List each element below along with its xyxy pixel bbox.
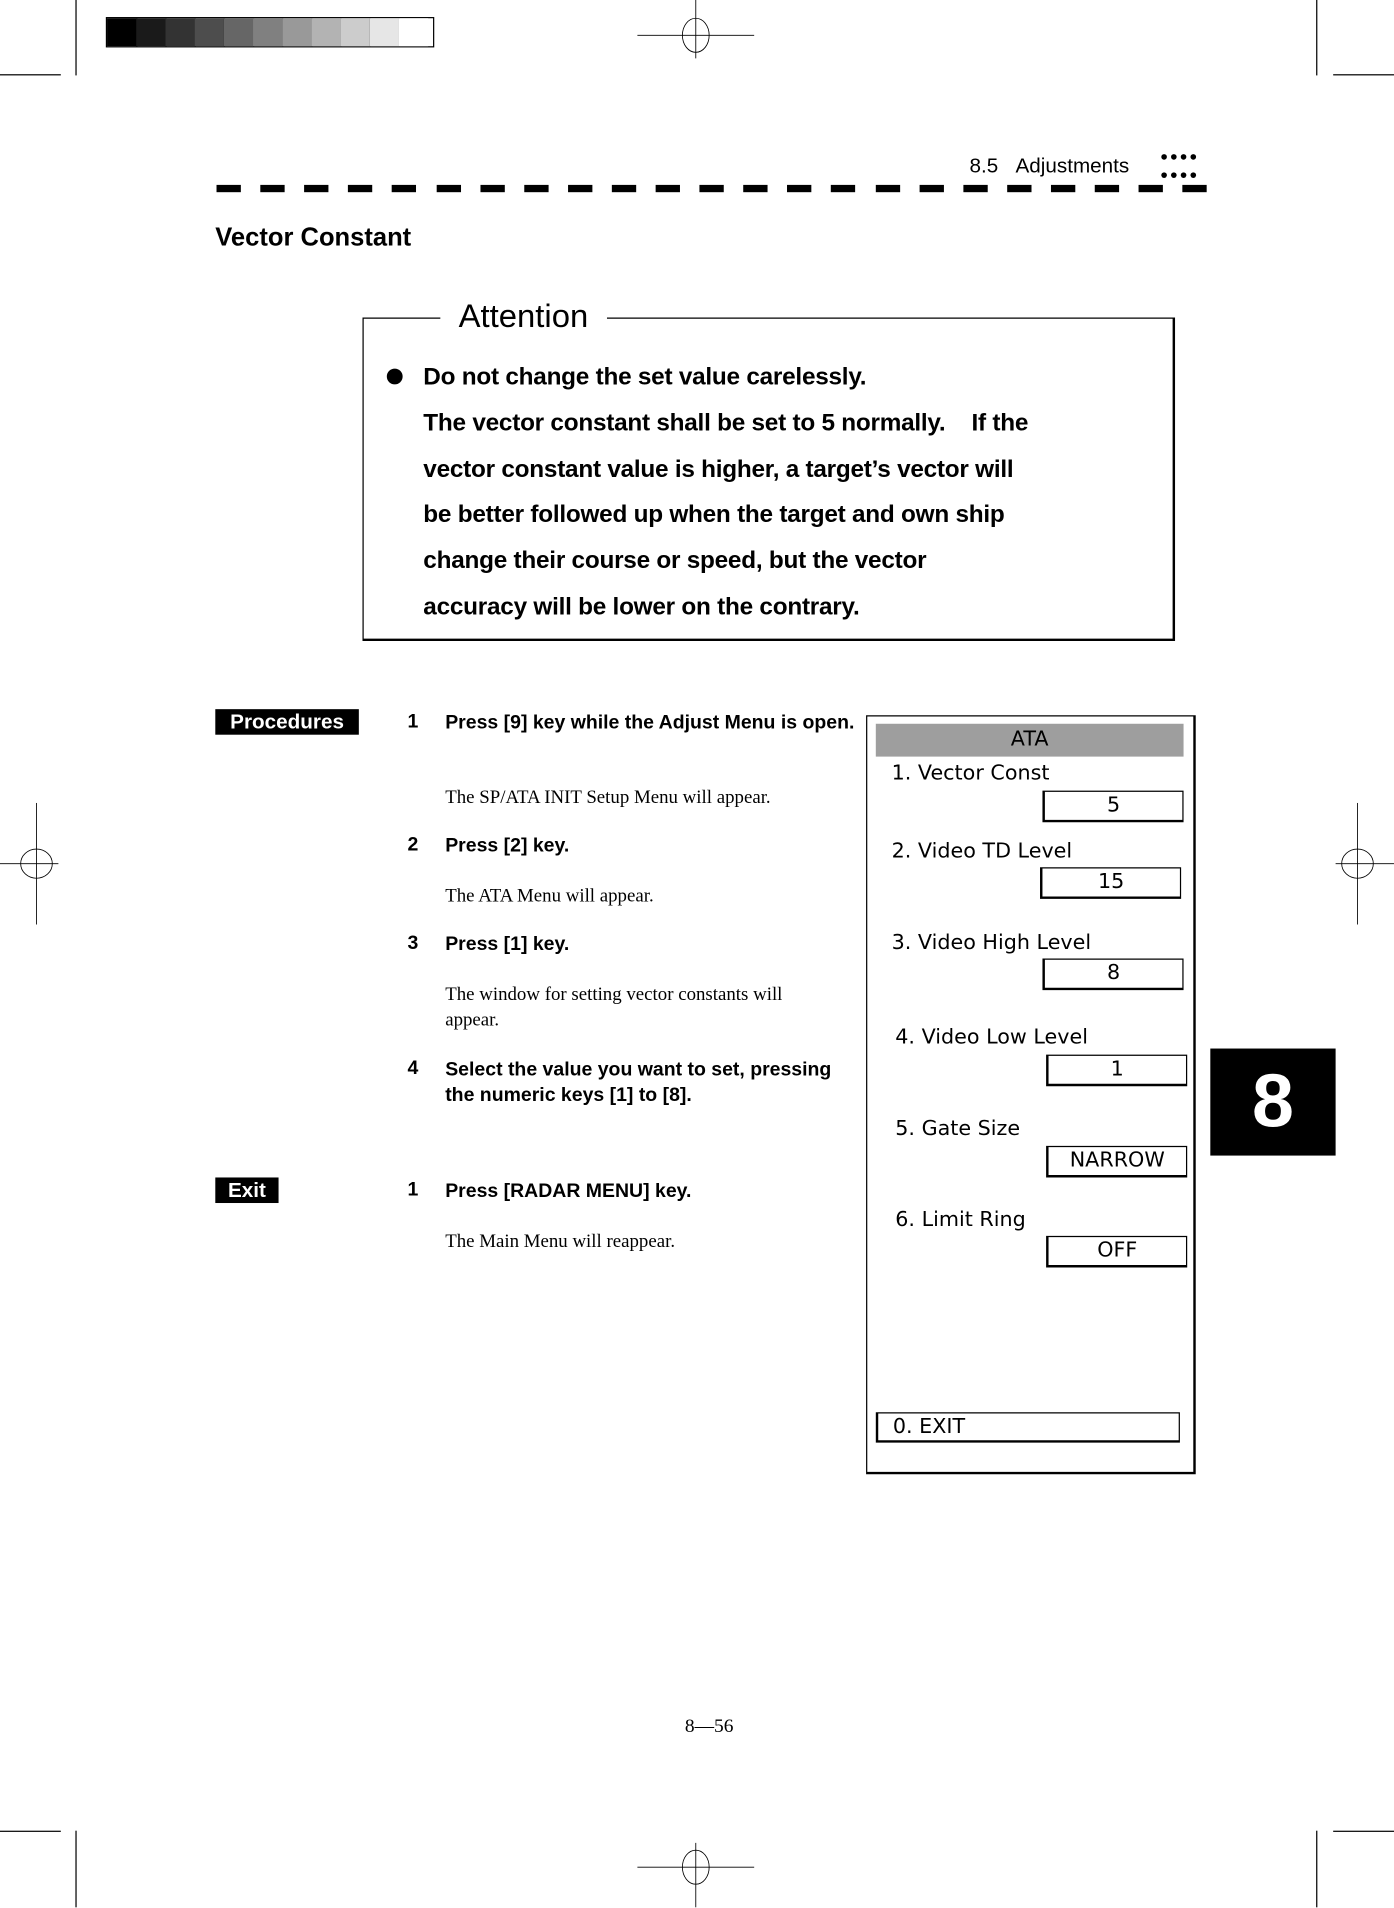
attention-line: accuracy will be lower on the contrary.	[423, 593, 860, 621]
step-number: 3	[407, 932, 419, 954]
rule-dash	[787, 185, 811, 192]
rule-dash	[656, 185, 680, 192]
section-number: 8.5	[969, 154, 999, 178]
step-description: The ATA Menu will appear.	[445, 885, 654, 907]
crop-mark	[75, 1831, 76, 1908]
rule-dash	[1183, 185, 1207, 192]
attention-title: Attention	[440, 297, 606, 336]
crop-mark	[75, 0, 76, 75]
crop-mark	[1316, 0, 1317, 75]
gate-size-value[interactable]: NARROW	[1046, 1146, 1187, 1178]
rule-dash	[612, 185, 636, 192]
crop-mark	[1333, 74, 1394, 75]
step-text: Press [2] key.	[445, 835, 570, 857]
step-number: 4	[407, 1058, 419, 1079]
crop-mark	[0, 74, 61, 75]
grayscale-strip	[106, 17, 434, 47]
attention-line: Do not change the set value carelessly.	[423, 363, 867, 391]
step-number: 2	[407, 834, 419, 856]
menu-item-limit-ring[interactable]: 6. Limit Ring	[895, 1207, 1026, 1233]
attention-line: change their course or speed, but the vector	[423, 547, 927, 575]
step-description: The window for setting vector constants will appear.	[445, 984, 783, 1031]
registration-mark-icon	[1319, 803, 1394, 925]
step-number: 1	[407, 1179, 419, 1201]
menu-item-video-low-level[interactable]: 4. Video Low Level	[895, 1025, 1088, 1050]
rule-dash	[524, 185, 548, 192]
crop-mark	[1316, 1831, 1317, 1908]
registration-mark-icon	[635, 1831, 757, 1908]
step-text: Select the value you want to set, pressing the numeric keys [1] to [8].	[445, 1059, 832, 1106]
limit-ring-value[interactable]: OFF	[1046, 1236, 1187, 1268]
section-title: Adjustments	[1015, 154, 1130, 178]
rule-dash	[919, 185, 943, 192]
step-description: The Main Menu will reappear.	[445, 1230, 676, 1252]
bullet-icon	[387, 369, 403, 385]
rule-dash	[480, 185, 504, 192]
video-low-level-value[interactable]: 1	[1046, 1055, 1187, 1087]
step-description: The SP/ATA INIT Setup Menu will appear.	[445, 787, 771, 808]
attention-line: The vector constant shall be set to 5 normally. If the	[423, 409, 1029, 437]
step-text: Press [9] key while the Adjust Menu is open.	[445, 712, 855, 734]
ata-menu-title: ATA	[876, 724, 1184, 757]
crop-mark	[1333, 1831, 1394, 1832]
step-number: 1	[407, 711, 419, 733]
attention-text	[423, 355, 1028, 631]
step-text: Press [RADAR MENU] key.	[445, 1181, 692, 1202]
attention-line: be better followed up when the target and own ship	[423, 501, 1005, 529]
rule-dash	[700, 185, 724, 192]
menu-exit-button[interactable]: 0. EXIT	[876, 1412, 1180, 1442]
menu-item-vector-const[interactable]: 1. Vector Const	[891, 761, 1050, 786]
ata-menu-window	[866, 715, 1196, 1474]
rule-dash	[743, 185, 767, 192]
rule-dash	[831, 185, 855, 192]
rule-dash	[1007, 185, 1031, 192]
dots-icon	[1160, 152, 1201, 181]
vector-const-value[interactable]: 5	[1042, 791, 1183, 823]
rule-dash	[304, 185, 328, 192]
running-header	[969, 154, 1129, 178]
menu-item-video-td-level[interactable]: 2. Video TD Level	[891, 839, 1073, 864]
attention-line: vector constant value is higher, a target’s vector will	[423, 455, 1014, 483]
video-high-level-value[interactable]: 8	[1042, 959, 1183, 991]
procedures-label: Procedures	[215, 709, 359, 735]
page-title: Vector Constant	[215, 223, 412, 252]
registration-mark-icon	[0, 803, 75, 925]
rule-dash	[1139, 185, 1163, 192]
chapter-tab: 8	[1210, 1049, 1335, 1156]
menu-item-gate-size[interactable]: 5. Gate Size	[895, 1116, 1021, 1141]
video-td-level-value[interactable]: 15	[1040, 867, 1181, 899]
rule-dash	[217, 185, 241, 192]
rule-dash	[348, 185, 372, 192]
rule-dash	[963, 185, 987, 192]
rule-dash	[875, 185, 899, 192]
rule-dash	[392, 185, 416, 192]
rule-dash	[1095, 185, 1119, 192]
exit-label: Exit	[215, 1177, 278, 1203]
menu-item-video-high-level[interactable]: 3. Video High Level	[891, 930, 1092, 955]
rule-dash	[568, 185, 592, 192]
rule-dash	[260, 185, 284, 192]
rule-dash	[436, 185, 460, 192]
step-text: Press [1] key.	[445, 934, 570, 955]
crop-mark	[0, 1831, 61, 1832]
page-number: 8—56	[684, 1716, 734, 1738]
registration-mark-icon	[635, 0, 757, 75]
rule-dash	[1051, 185, 1075, 192]
